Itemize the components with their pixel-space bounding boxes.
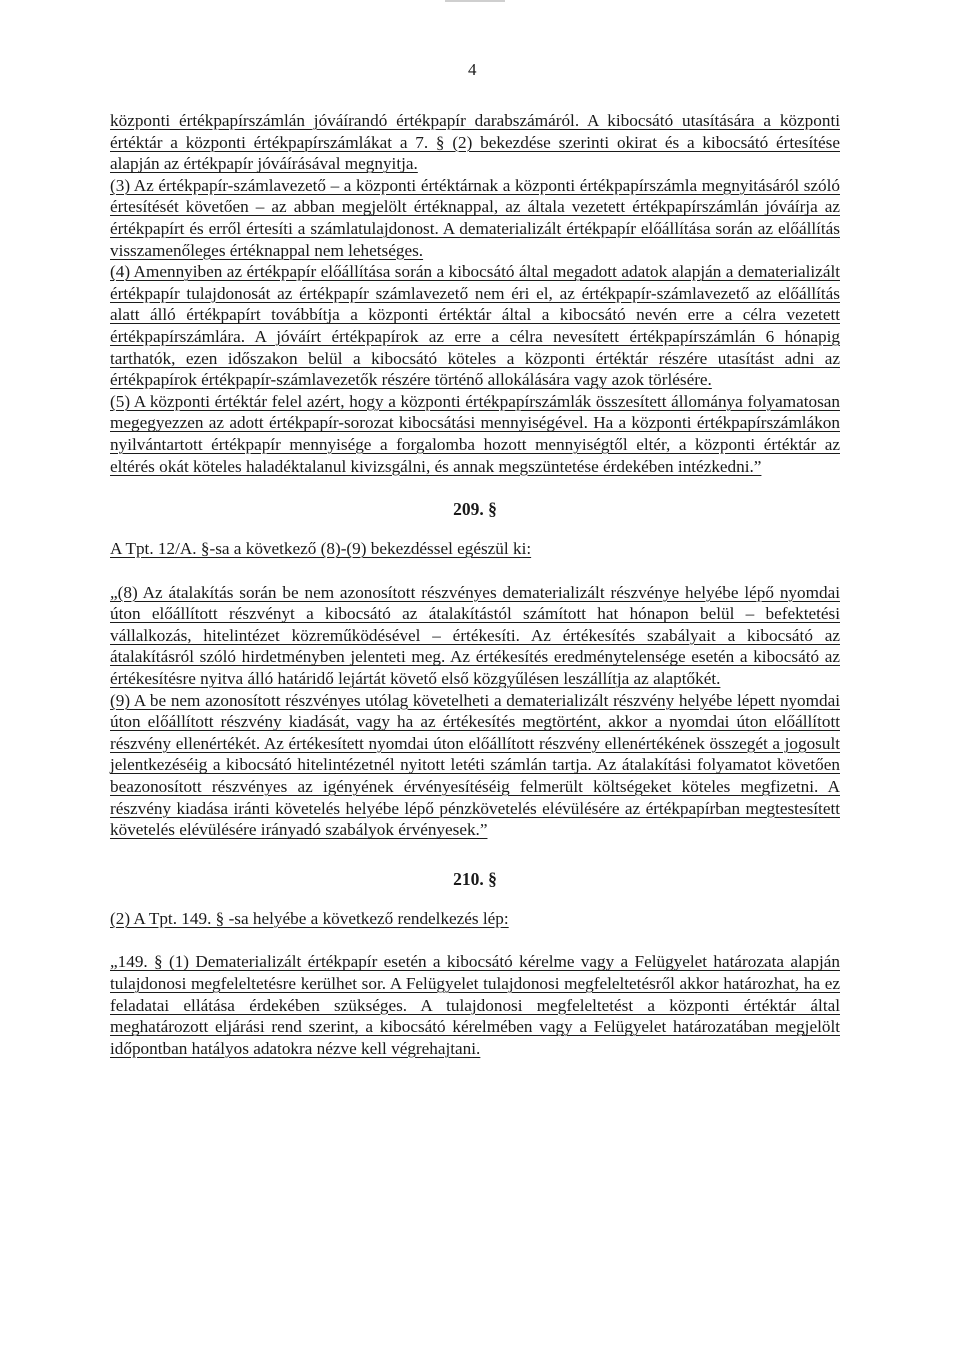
paragraph-8: „(8) Az átalakítás során be nem azonosított részvényes dematerializált részvénye helyébe lépő nyomdai úton előállított részvényt a kibocsátó az átalakítástól számított hat hónapon belül – befektetési vállalkozás, hitelintézet közreműködésével – értékesíti. Az értékesítés szabályait a kibocsátó az átalakításról szóló hirdetményben jelenteti meg. Az értékesítés eredménytelensége esetén a kibocsátó az értékesítésre nyitva álló határidő lejártát követő első közgyűlésen leszállítja az alaptőkét. <box>110 582 840 689</box>
scan-artifact-line <box>445 0 505 2</box>
paragraph-149-1: „149. § (1) Dematerializált értékpapír esetén a kibocsátó kérelme vagy a Felügyelet határozata alapján tulajdonosi megfeleltetésre kerülhet sor. A Felügyelet tulajdonosi megfeleltetésről akkor határozhat, ha ez feladatai ellátása érdekében szükséges. A tulajdonosi megfeleltetést a központi értéktár által meghatározott eljárási rend szerint, a kibocsátó kérelmében vagy a Felügyelet határozatában megjelölt időpontban hatályos adatokra nézve kell végrehajtani. <box>110 952 840 1058</box>
page-number: 4 <box>468 60 477 79</box>
section-heading-210: 210. § <box>453 868 497 889</box>
section-heading-209: 209. § <box>453 499 497 520</box>
section-210-intro: (2) A Tpt. 149. § -sa helyébe a következő rendelkezés lép: <box>110 908 509 928</box>
section-209-intro: A Tpt. 12/A. §-sa a következő (8)-(9) bekezdéssel egészül ki: <box>110 539 532 559</box>
document-body <box>110 110 840 1059</box>
paragraph-continuation: központi értékpapírszámlán jóváírandó értékpapír darabszámáról. A kibocsátó utasítására a központi értéktár a központi értékpapírszámlákat a 7. § (2) bekezdése szerinti okirat és a kibocsátó értesítése alapján az értékpapír jóváírásával megnyitja. <box>110 111 840 174</box>
paragraph-9: (9) A be nem azonosított részvényes utólag követelheti a dematerializált részvény helyébe lépett nyomdai úton előállított részvény kiadását, vagy ha az értékesítés megtörtént, akkor a nyomdai úton előállított részvény ellenértékét. Az értékesített nyomdai úton előállított részvény ellenértékének összegét a jogosult jelentkezéséig a kibocsátó hitelintézetnél nyitott letéti számlán tartja. Az átalakítási folyamatot követően beazonosított részvényes az igényének érvényesítéséig felmerült költségeket köteles megfizetni. A részvény kiadása iránti követelés helyébe lépő pénzkövetelés elévülésére az értékpapírban megtestesített követelés elévülésére irányadó szabályok érvényesek.” <box>110 690 840 840</box>
paragraph-4: (4) Amennyiben az értékpapír előállítása során a kibocsátó által megadott adatok alapján a dematerializált értékpapír tulajdonosát az értékpapír számlavezető nem éri el, az értékpapír-számlavezető az előállítás alatt álló értékpapírt továbbítja a központi értéktár által a kibocsátó nevén erre a célra vezetett értékpapírszámlára. A jóváírt értékpapírok az erre a célra nevesített értékpapírszámlán 6 hónapig tarthatók, ezen időszakon belül a kibocsátó köteles a központi értéktár részére utasítást adni az értékpapírok értékpapír-számlavezetők részére történő allokálására vagy azok törlésére. <box>110 262 840 390</box>
paragraph-3: (3) Az értékpapír-számlavezető – a központi értéktárnak a központi értékpapírszámla megnyitásáról szóló értesítését követően – az abban megjelölt értéknappal, az általa vezetett értékpapírszámlán jóváírja az értékpapírt és erről értesíti a számlatulajdonost. A dematerializált értékpapír előállítása során az előállítás visszamenőleges értéknappal nem lehetséges. <box>110 175 840 260</box>
paragraph-5: (5) A központi értéktár felel azért, hogy a központi értékpapírszámlák összesített állománya folyamatosan megegyezzen az adott értékpapír-sorozat kibocsátási mennyiségével. Ha a központi értékpapírszámlákon nyilvántartott értékpapír mennyisége a forgalomba hozott mennyiségtől eltér, a központi értéktár az eltérés okát köteles haladéktalanul kivizsgálni, és annak megszüntetése érdekében intézkedni.” <box>110 391 840 476</box>
